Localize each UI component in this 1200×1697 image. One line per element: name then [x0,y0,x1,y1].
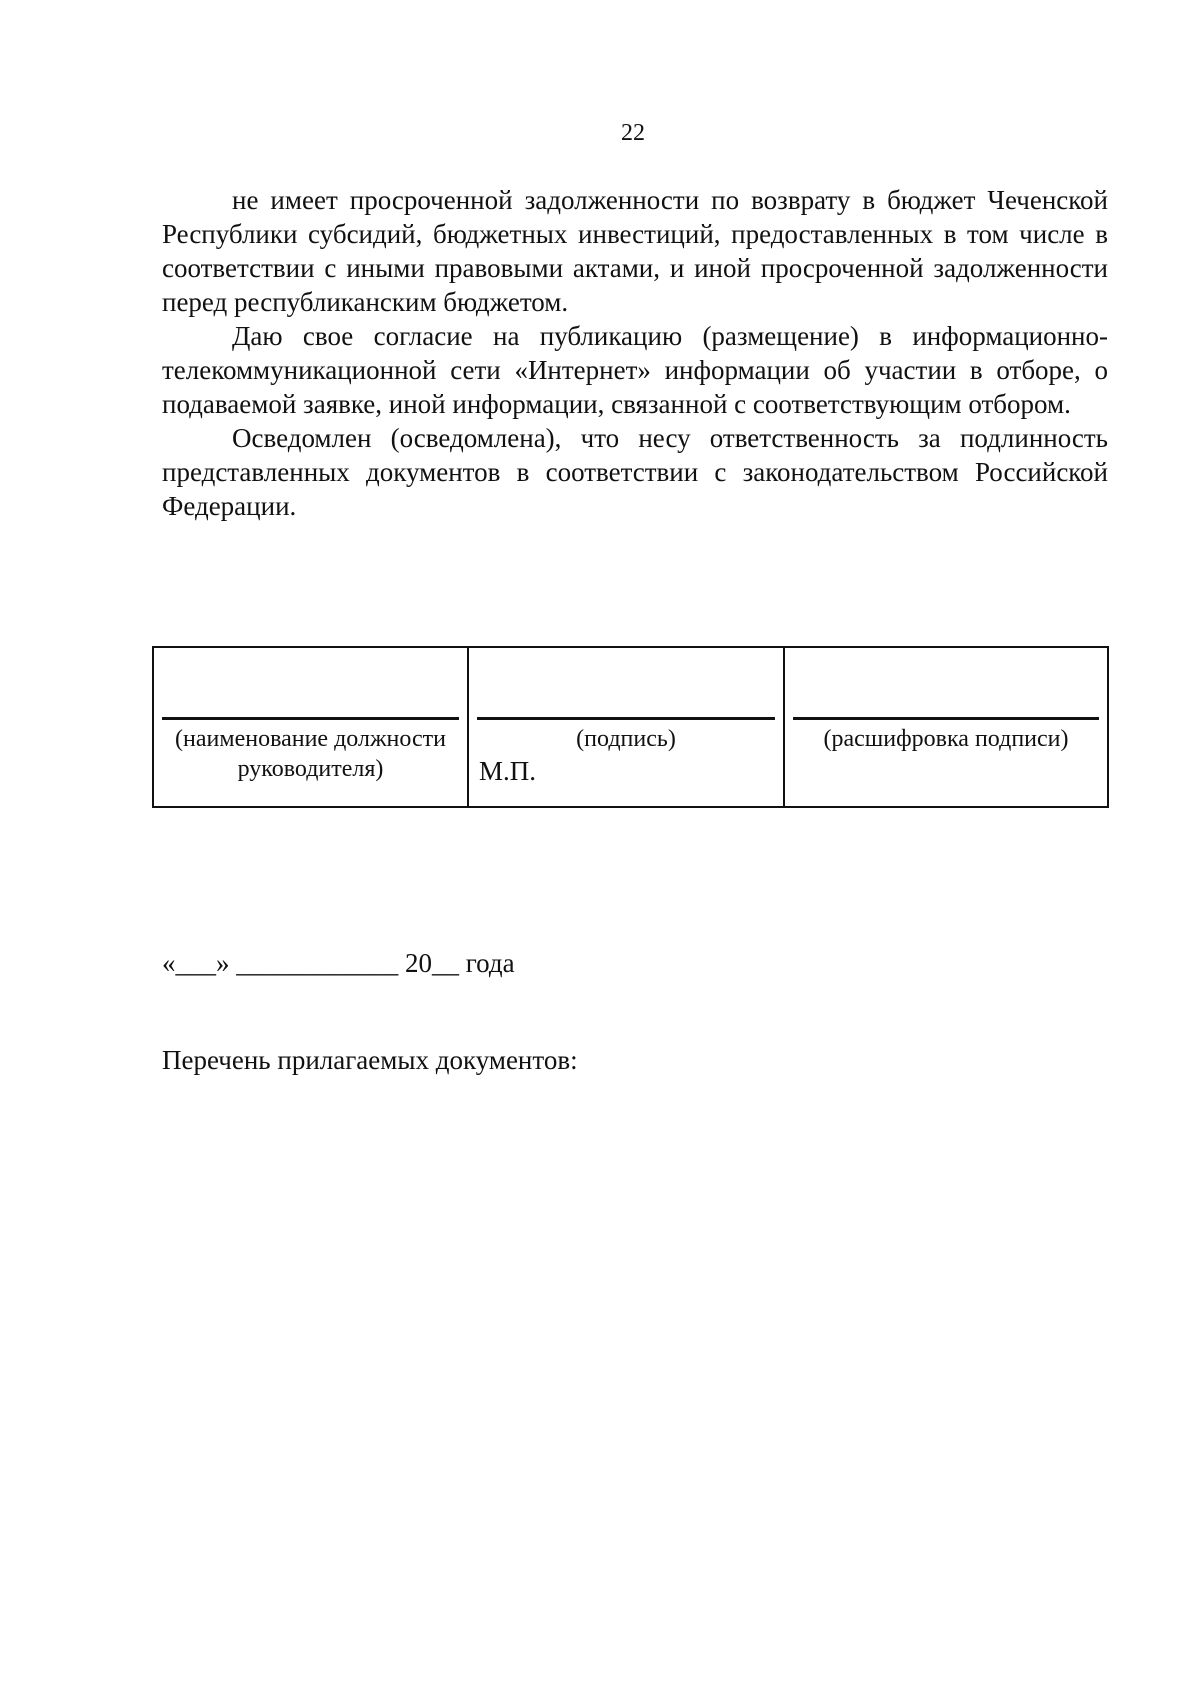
signature-caption: (подпись) [576,726,676,752]
signature-cell [467,648,783,806]
decryption-line [793,717,1099,720]
decryption-cell [783,648,1107,806]
paragraph-publication-consent: Даю свое согласие на публикацию (размещение) в информационно-телекоммуникационной сети «Интернет» информации об участии в отборе, о подаваемой заявке, иной информации, связанной с соответствующим отбором. [162,321,1108,419]
signature-table [152,646,1109,808]
position-cell [154,648,467,806]
attachments-label: Перечень прилагаемых документов: [162,1045,578,1075]
position-line [162,717,459,720]
paragraph-debt-statement: не имеет просроченной задолженности по возврату в бюджет Чеченской Республики субсидий, бюджетных инвестиций, предоставленных в том числе в соответствии с иными правовыми актами, и иной просроченной задолженности перед республиканским бюджетом. [162,185,1108,317]
stamp-label: М.П. [479,756,537,786]
paragraph-responsibility: Осведомлен (осведомлена), что несу ответственность за подлинность представленных документов в соответствии с законодательством Российской Федерации. [162,423,1108,521]
date-line: «___» ____________ 20__ года [162,948,515,978]
signature-line [477,717,775,720]
position-caption: (наименование должности руководителя) [175,726,446,782]
body-text [162,183,1108,523]
page-number: 22 [621,120,645,146]
decryption-caption: (расшифровка подписи) [823,726,1069,752]
